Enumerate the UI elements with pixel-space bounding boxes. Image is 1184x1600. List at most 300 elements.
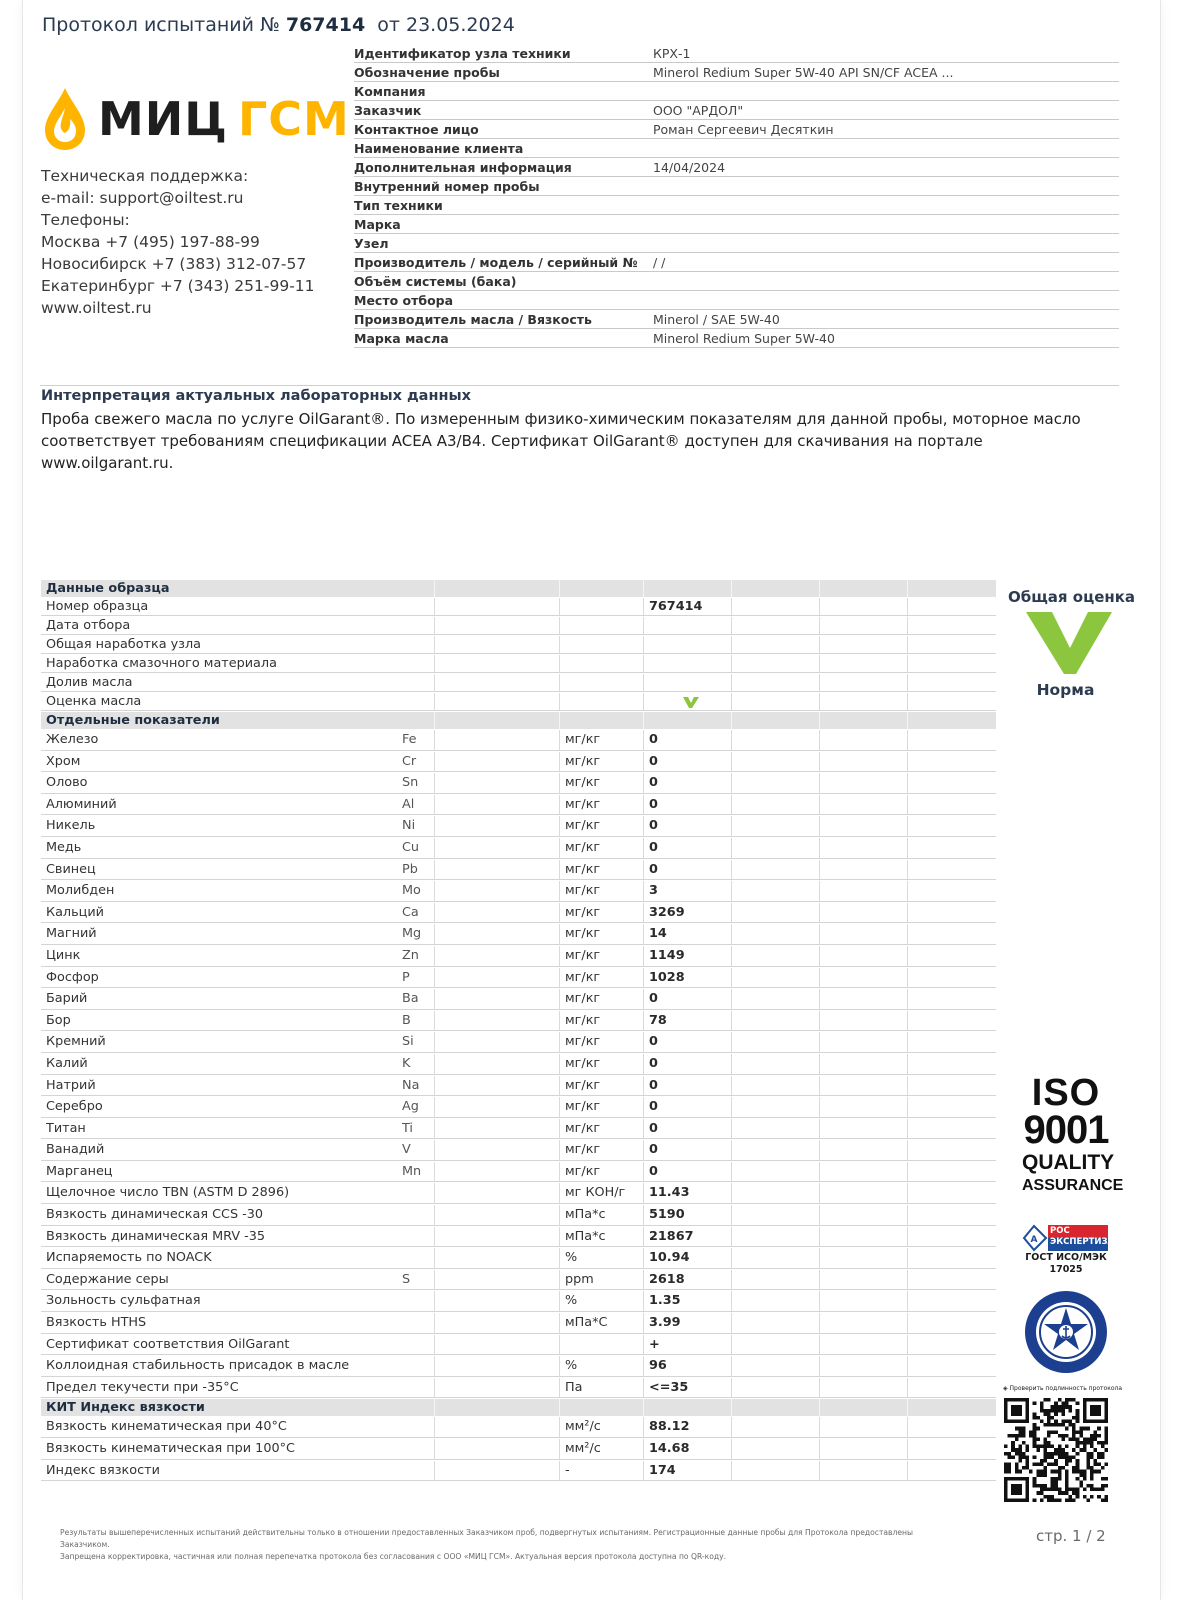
column-divider bbox=[819, 1032, 820, 1052]
column-divider bbox=[819, 1119, 820, 1139]
row-value: 0 bbox=[649, 753, 658, 769]
row-unit: мПа*с bbox=[565, 1207, 606, 1223]
contact-line: Телефоны: bbox=[41, 211, 130, 229]
svg-text:A: A bbox=[1030, 1235, 1038, 1245]
column-divider bbox=[559, 1011, 560, 1031]
column-divider bbox=[907, 1076, 908, 1096]
column-divider bbox=[434, 924, 435, 944]
info-label: Идентификатор узла техники bbox=[354, 46, 571, 61]
row-unit: мг/кг bbox=[565, 926, 601, 942]
column-divider bbox=[434, 1378, 435, 1398]
row-unit: мг/кг bbox=[565, 753, 601, 769]
row-value: 3 bbox=[649, 883, 658, 899]
column-divider bbox=[434, 1270, 435, 1290]
row-unit: мм²/с bbox=[565, 1419, 601, 1435]
info-row bbox=[354, 64, 1119, 82]
column-divider bbox=[434, 580, 435, 597]
column-divider bbox=[643, 655, 644, 672]
row-unit: ppm bbox=[565, 1271, 594, 1287]
row-symbol: Al bbox=[402, 796, 415, 812]
column-divider bbox=[819, 816, 820, 836]
row-name: Хром bbox=[46, 753, 81, 769]
row-unit: мг/кг bbox=[565, 1099, 601, 1115]
column-divider bbox=[907, 1439, 908, 1459]
column-divider bbox=[907, 655, 908, 672]
column-divider bbox=[819, 1439, 820, 1459]
column-divider bbox=[819, 617, 820, 634]
row-unit: мг КОН/г bbox=[565, 1185, 626, 1201]
table-row bbox=[41, 1335, 996, 1356]
info-value: / / bbox=[653, 255, 666, 270]
column-divider bbox=[907, 636, 908, 653]
contact-line: Москва +7 (495) 197-88-99 bbox=[41, 233, 260, 251]
column-divider bbox=[559, 1076, 560, 1096]
row-unit: мг/кг bbox=[565, 796, 601, 812]
column-divider bbox=[559, 946, 560, 966]
row-name: Фосфор bbox=[46, 969, 99, 985]
column-divider bbox=[559, 1335, 560, 1355]
row-unit: мПа*С bbox=[565, 1315, 608, 1331]
contacts-block bbox=[41, 165, 315, 319]
column-divider bbox=[819, 636, 820, 653]
row-symbol bbox=[402, 1439, 432, 1459]
column-divider bbox=[907, 924, 908, 944]
column-divider bbox=[434, 881, 435, 901]
row-unit: % bbox=[565, 1293, 578, 1309]
row-value: 0 bbox=[649, 818, 658, 834]
column-divider bbox=[559, 1313, 560, 1333]
row-symbol bbox=[402, 1227, 432, 1247]
table-row bbox=[41, 924, 996, 945]
row-symbol: B bbox=[402, 1012, 411, 1028]
row-name: Натрий bbox=[46, 1077, 96, 1093]
column-divider bbox=[434, 795, 435, 815]
iso-line3: QUALITY bbox=[1022, 1151, 1115, 1174]
row-unit: мг/кг bbox=[565, 1120, 601, 1136]
column-divider bbox=[819, 1417, 820, 1437]
column-divider bbox=[559, 795, 560, 815]
column-divider bbox=[559, 1183, 560, 1203]
row-symbol: Zn bbox=[402, 947, 419, 963]
row-value: 3269 bbox=[649, 904, 685, 920]
row-name: Вязкость динамическая CCS -30 bbox=[46, 1207, 264, 1223]
column-divider bbox=[434, 1205, 435, 1225]
row-unit: мг/кг bbox=[565, 1034, 601, 1050]
row-symbol: Mn bbox=[402, 1163, 422, 1179]
table-row bbox=[41, 1270, 996, 1291]
info-value: ООО "АРДОЛ" bbox=[653, 103, 744, 118]
row-unit: мг/кг bbox=[565, 991, 601, 1007]
info-row bbox=[354, 254, 1119, 272]
table-row bbox=[41, 1119, 996, 1140]
row-name: Свинец bbox=[46, 861, 96, 877]
column-divider bbox=[559, 1378, 560, 1398]
column-divider bbox=[819, 1248, 820, 1268]
overall-status: Норма bbox=[1036, 681, 1095, 699]
page-number: стр. 1 / 2 bbox=[1036, 1527, 1106, 1545]
column-divider bbox=[819, 881, 820, 901]
row-name: Серебро bbox=[46, 1099, 103, 1115]
table-section-header bbox=[41, 712, 996, 729]
row-symbol: Ag bbox=[402, 1099, 419, 1115]
column-divider bbox=[907, 730, 908, 750]
logo-text bbox=[98, 84, 350, 154]
table-row bbox=[41, 1076, 996, 1097]
row-name: Калий bbox=[46, 1055, 88, 1071]
section-title: КИТ Индекс вязкости bbox=[46, 1400, 205, 1416]
table-row bbox=[41, 1356, 996, 1377]
column-divider bbox=[907, 598, 908, 615]
column-divider bbox=[559, 773, 560, 793]
column-divider bbox=[819, 1291, 820, 1311]
column-divider bbox=[559, 598, 560, 615]
row-symbol: Na bbox=[402, 1077, 420, 1093]
column-divider bbox=[434, 1335, 435, 1355]
row-symbol: Ni bbox=[402, 818, 416, 834]
contact-line: www.oiltest.ru bbox=[41, 299, 152, 317]
check-icon bbox=[679, 694, 701, 710]
column-divider bbox=[819, 1227, 820, 1247]
row-value: 0 bbox=[649, 775, 658, 791]
column-divider bbox=[907, 946, 908, 966]
row-name: Кремний bbox=[46, 1034, 106, 1050]
column-divider bbox=[643, 712, 644, 729]
table-row bbox=[41, 1291, 996, 1312]
iso-line2: 9001 bbox=[1023, 1108, 1109, 1152]
row-unit: мг/кг bbox=[565, 1077, 601, 1093]
column-divider bbox=[907, 1054, 908, 1074]
column-divider bbox=[559, 903, 560, 923]
column-divider bbox=[819, 860, 820, 880]
column-divider bbox=[434, 860, 435, 880]
info-label: Марка масла bbox=[354, 331, 449, 346]
info-label: Обозначение пробы bbox=[354, 65, 500, 80]
table-row bbox=[41, 1461, 996, 1482]
column-divider bbox=[434, 903, 435, 923]
column-divider bbox=[819, 1270, 820, 1290]
column-divider bbox=[434, 989, 435, 1009]
row-unit: мг/кг bbox=[565, 904, 601, 920]
row-symbol: Pb bbox=[402, 861, 418, 877]
row-name: Алюминий bbox=[46, 796, 117, 812]
row-name: Предел текучести при -35°С bbox=[46, 1379, 239, 1395]
divider bbox=[40, 385, 1119, 386]
column-divider bbox=[559, 617, 560, 634]
qr-note: ◈ Проверить подлинность протокола bbox=[1003, 1385, 1123, 1392]
row-unit: мг/кг bbox=[565, 861, 601, 877]
info-row bbox=[354, 140, 1119, 158]
column-divider bbox=[907, 1140, 908, 1160]
row-symbol bbox=[402, 1183, 432, 1203]
info-label: Компания bbox=[354, 84, 426, 99]
row-unit: мг/кг bbox=[565, 883, 601, 899]
column-divider bbox=[907, 1356, 908, 1376]
row-name: Марганец bbox=[46, 1163, 113, 1179]
row-symbol bbox=[402, 1335, 432, 1355]
row-symbol: Ca bbox=[402, 904, 419, 920]
column-divider bbox=[434, 1399, 435, 1416]
row-symbol: S bbox=[402, 1271, 411, 1287]
section-title: Данные образца bbox=[46, 581, 170, 596]
column-divider bbox=[643, 693, 644, 710]
row-unit bbox=[565, 1335, 645, 1355]
column-divider bbox=[434, 1439, 435, 1459]
row-symbol: Cu bbox=[402, 839, 420, 855]
info-row bbox=[354, 273, 1119, 291]
row-name: Номер образца bbox=[46, 599, 149, 614]
column-divider bbox=[559, 1054, 560, 1074]
column-divider bbox=[819, 903, 820, 923]
row-unit: % bbox=[565, 1358, 578, 1374]
row-value: 0 bbox=[649, 796, 658, 812]
column-divider bbox=[434, 617, 435, 634]
column-divider bbox=[559, 968, 560, 988]
column-divider bbox=[907, 1291, 908, 1311]
row-value: 174 bbox=[649, 1462, 676, 1478]
table-row bbox=[41, 773, 996, 794]
footer-disclaimer: Результаты вышеперечисленных испытаний действительны только в отношении предоставленных Заказчиком проб, подвергнутых испытаниям. Регистрационные данные пробы для Протокола предоставлены Заказчиком. Запрещена корректировка, частичная или полная перепечатка протокола без согласования с ООО «МИЦ ГСМ». Актуальная версия протокола доступна по QR-коду. bbox=[60, 1528, 913, 1561]
column-divider bbox=[907, 773, 908, 793]
row-unit: мг/кг bbox=[565, 1012, 601, 1028]
column-divider bbox=[559, 752, 560, 772]
row-name: Цинк bbox=[46, 947, 81, 963]
column-divider bbox=[819, 598, 820, 615]
column-divider bbox=[434, 1461, 435, 1481]
column-divider bbox=[819, 655, 820, 672]
row-value: 0 bbox=[649, 1163, 658, 1179]
column-divider bbox=[819, 989, 820, 1009]
info-label: Узел bbox=[354, 236, 389, 251]
table-row bbox=[41, 752, 996, 773]
info-row bbox=[354, 45, 1119, 63]
row-name: Вязкость HTHS bbox=[46, 1315, 147, 1331]
row-unit: мг/кг bbox=[565, 947, 601, 963]
column-divider bbox=[434, 1054, 435, 1074]
row-value: 0 bbox=[649, 1120, 658, 1136]
column-divider bbox=[819, 1356, 820, 1376]
table-row bbox=[41, 636, 996, 654]
column-divider bbox=[434, 1227, 435, 1247]
logo-accent: ГСМ bbox=[237, 92, 350, 146]
column-divider bbox=[907, 1227, 908, 1247]
table-row bbox=[41, 1313, 996, 1334]
info-label: Марка bbox=[354, 217, 401, 232]
column-divider bbox=[907, 860, 908, 880]
column-divider bbox=[643, 598, 644, 615]
column-divider bbox=[434, 1291, 435, 1311]
row-name: Вязкость кинематическая при 100°С bbox=[46, 1441, 295, 1456]
table-section-header bbox=[41, 1399, 996, 1416]
table-row bbox=[41, 655, 996, 673]
column-divider bbox=[434, 1076, 435, 1096]
row-symbol: Ba bbox=[402, 991, 419, 1007]
column-divider bbox=[907, 752, 908, 772]
column-divider bbox=[434, 1183, 435, 1203]
column-divider bbox=[907, 881, 908, 901]
column-divider bbox=[819, 693, 820, 710]
column-divider bbox=[434, 1313, 435, 1333]
row-symbol: Ti bbox=[402, 1120, 413, 1136]
row-symbol: Si bbox=[402, 1034, 414, 1050]
iso-9001-logo bbox=[1022, 1072, 1124, 1196]
table-row bbox=[41, 795, 996, 816]
shield-check-icon: ◈ bbox=[1003, 1385, 1008, 1392]
column-divider bbox=[907, 1270, 908, 1290]
row-name: Долив масла bbox=[46, 675, 133, 690]
info-label: Наименование клиента bbox=[354, 141, 524, 156]
row-name: Оценка масла bbox=[46, 694, 142, 709]
row-symbol bbox=[402, 1461, 432, 1481]
row-value: 96 bbox=[649, 1358, 667, 1374]
row-name: Титан bbox=[46, 1120, 86, 1136]
row-symbol: Mo bbox=[402, 883, 421, 899]
qr-code[interactable] bbox=[1004, 1398, 1108, 1502]
table-row bbox=[41, 1227, 996, 1248]
column-divider bbox=[907, 968, 908, 988]
row-value: 2618 bbox=[649, 1271, 685, 1287]
column-divider bbox=[819, 1076, 820, 1096]
row-value: + bbox=[649, 1336, 660, 1352]
column-divider bbox=[559, 1162, 560, 1182]
row-symbol bbox=[402, 1417, 432, 1437]
column-divider bbox=[434, 1097, 435, 1117]
info-row bbox=[354, 159, 1119, 177]
info-label: Контактное лицо bbox=[354, 122, 479, 137]
column-divider bbox=[559, 674, 560, 691]
row-value: 0 bbox=[649, 991, 658, 1007]
row-value: 0 bbox=[649, 1099, 658, 1115]
page-title bbox=[42, 14, 515, 36]
column-divider bbox=[907, 674, 908, 691]
row-name: Вязкость кинематическая при 40°С bbox=[46, 1419, 287, 1435]
row-symbol bbox=[402, 1313, 432, 1333]
info-value: 14/04/2024 bbox=[653, 160, 726, 175]
column-divider bbox=[434, 946, 435, 966]
row-name: Зольность сульфатная bbox=[46, 1293, 201, 1309]
row-symbol: Mg bbox=[402, 926, 422, 942]
column-divider bbox=[559, 693, 560, 710]
column-divider bbox=[559, 924, 560, 944]
table-row bbox=[41, 1248, 996, 1269]
column-divider bbox=[643, 580, 644, 597]
row-unit: мг/кг bbox=[565, 1142, 601, 1158]
info-row bbox=[354, 311, 1119, 329]
column-divider bbox=[907, 693, 908, 710]
interpretation-text: Проба свежего масла по услуге OilGarant®. По измеренным физико-химическим показателям для данной пробы, моторное масло соответствует требованиям спецификации ACEA A3/B4. Сертификат OilGarant® доступен для скачивания на портале www.oilgarant.ru. bbox=[41, 410, 1081, 472]
row-unit: мг/кг bbox=[565, 1163, 601, 1179]
column-divider bbox=[643, 1399, 644, 1416]
contact-line: Новосибирск +7 (383) 312-07-57 bbox=[41, 255, 307, 273]
logo-mark: МИЦ bbox=[98, 92, 228, 146]
column-divider bbox=[819, 1011, 820, 1031]
column-divider bbox=[819, 795, 820, 815]
row-unit: - bbox=[565, 1462, 570, 1478]
info-row bbox=[354, 102, 1119, 120]
row-name: Сертификат соответствия OilGarant bbox=[46, 1336, 290, 1352]
column-divider bbox=[559, 1417, 560, 1437]
column-divider bbox=[559, 580, 560, 597]
row-name: Олово bbox=[46, 775, 88, 791]
column-divider bbox=[731, 580, 732, 597]
table-row bbox=[41, 1205, 996, 1226]
info-row bbox=[354, 330, 1119, 348]
row-value bbox=[649, 617, 734, 634]
column-divider bbox=[559, 1399, 560, 1416]
row-value: 0 bbox=[649, 1055, 658, 1071]
row-symbol: Cr bbox=[402, 753, 417, 769]
row-symbol bbox=[402, 1205, 432, 1225]
row-name: Индекс вязкости bbox=[46, 1462, 160, 1478]
column-divider bbox=[434, 1356, 435, 1376]
info-label: Место отбора bbox=[354, 293, 454, 308]
ros-badge-text: РОС ЭКСПЕРТИЗА bbox=[1050, 1226, 1115, 1247]
column-divider bbox=[559, 1356, 560, 1376]
contact-line: Техническая поддержка: bbox=[41, 167, 249, 185]
column-divider bbox=[819, 1162, 820, 1182]
row-value: 767414 bbox=[649, 599, 703, 614]
column-divider bbox=[559, 1119, 560, 1139]
table-row bbox=[41, 730, 996, 751]
column-divider bbox=[819, 674, 820, 691]
row-unit: % bbox=[565, 1250, 578, 1266]
row-value: 0 bbox=[649, 839, 658, 855]
info-row bbox=[354, 83, 1119, 101]
ros-expertiza-logo bbox=[1022, 1224, 1115, 1276]
row-value: 3.99 bbox=[649, 1315, 681, 1331]
row-name: Вязкость динамическая MRV -35 bbox=[46, 1228, 266, 1244]
row-name: Магний bbox=[46, 926, 97, 942]
column-divider bbox=[819, 1399, 820, 1416]
logo bbox=[40, 84, 350, 154]
row-value bbox=[649, 655, 734, 672]
column-divider bbox=[907, 1399, 908, 1416]
row-name: Содержание серы bbox=[46, 1271, 169, 1287]
column-divider bbox=[559, 881, 560, 901]
oil-drop-icon bbox=[40, 84, 90, 154]
column-divider bbox=[559, 1439, 560, 1459]
row-value: 1149 bbox=[649, 947, 685, 963]
info-row bbox=[354, 197, 1119, 215]
column-divider bbox=[819, 1313, 820, 1333]
row-symbol bbox=[402, 1356, 432, 1376]
sample-info-table bbox=[354, 45, 1119, 349]
row-name: Испаряемость по NOACK bbox=[46, 1250, 212, 1266]
column-divider bbox=[434, 1119, 435, 1139]
row-value: 0 bbox=[649, 1142, 658, 1158]
column-divider bbox=[643, 617, 644, 634]
column-divider bbox=[819, 580, 820, 597]
column-divider bbox=[559, 1140, 560, 1160]
column-divider bbox=[434, 1140, 435, 1160]
column-divider bbox=[559, 712, 560, 729]
info-label: Дополнительная информация bbox=[354, 160, 572, 175]
column-divider bbox=[434, 1011, 435, 1031]
info-row bbox=[354, 216, 1119, 234]
column-divider bbox=[559, 816, 560, 836]
row-symbol: V bbox=[402, 1142, 411, 1158]
row-unit: Па bbox=[565, 1379, 583, 1395]
column-divider bbox=[907, 903, 908, 923]
row-value: 0 bbox=[649, 732, 658, 747]
row-value bbox=[649, 636, 734, 653]
column-divider bbox=[434, 712, 435, 729]
column-divider bbox=[819, 712, 820, 729]
row-symbol bbox=[402, 1248, 432, 1268]
table-row bbox=[41, 598, 996, 616]
iso-line4: ASSURANCE bbox=[1022, 1177, 1124, 1194]
column-divider bbox=[819, 1140, 820, 1160]
column-divider bbox=[907, 1205, 908, 1225]
